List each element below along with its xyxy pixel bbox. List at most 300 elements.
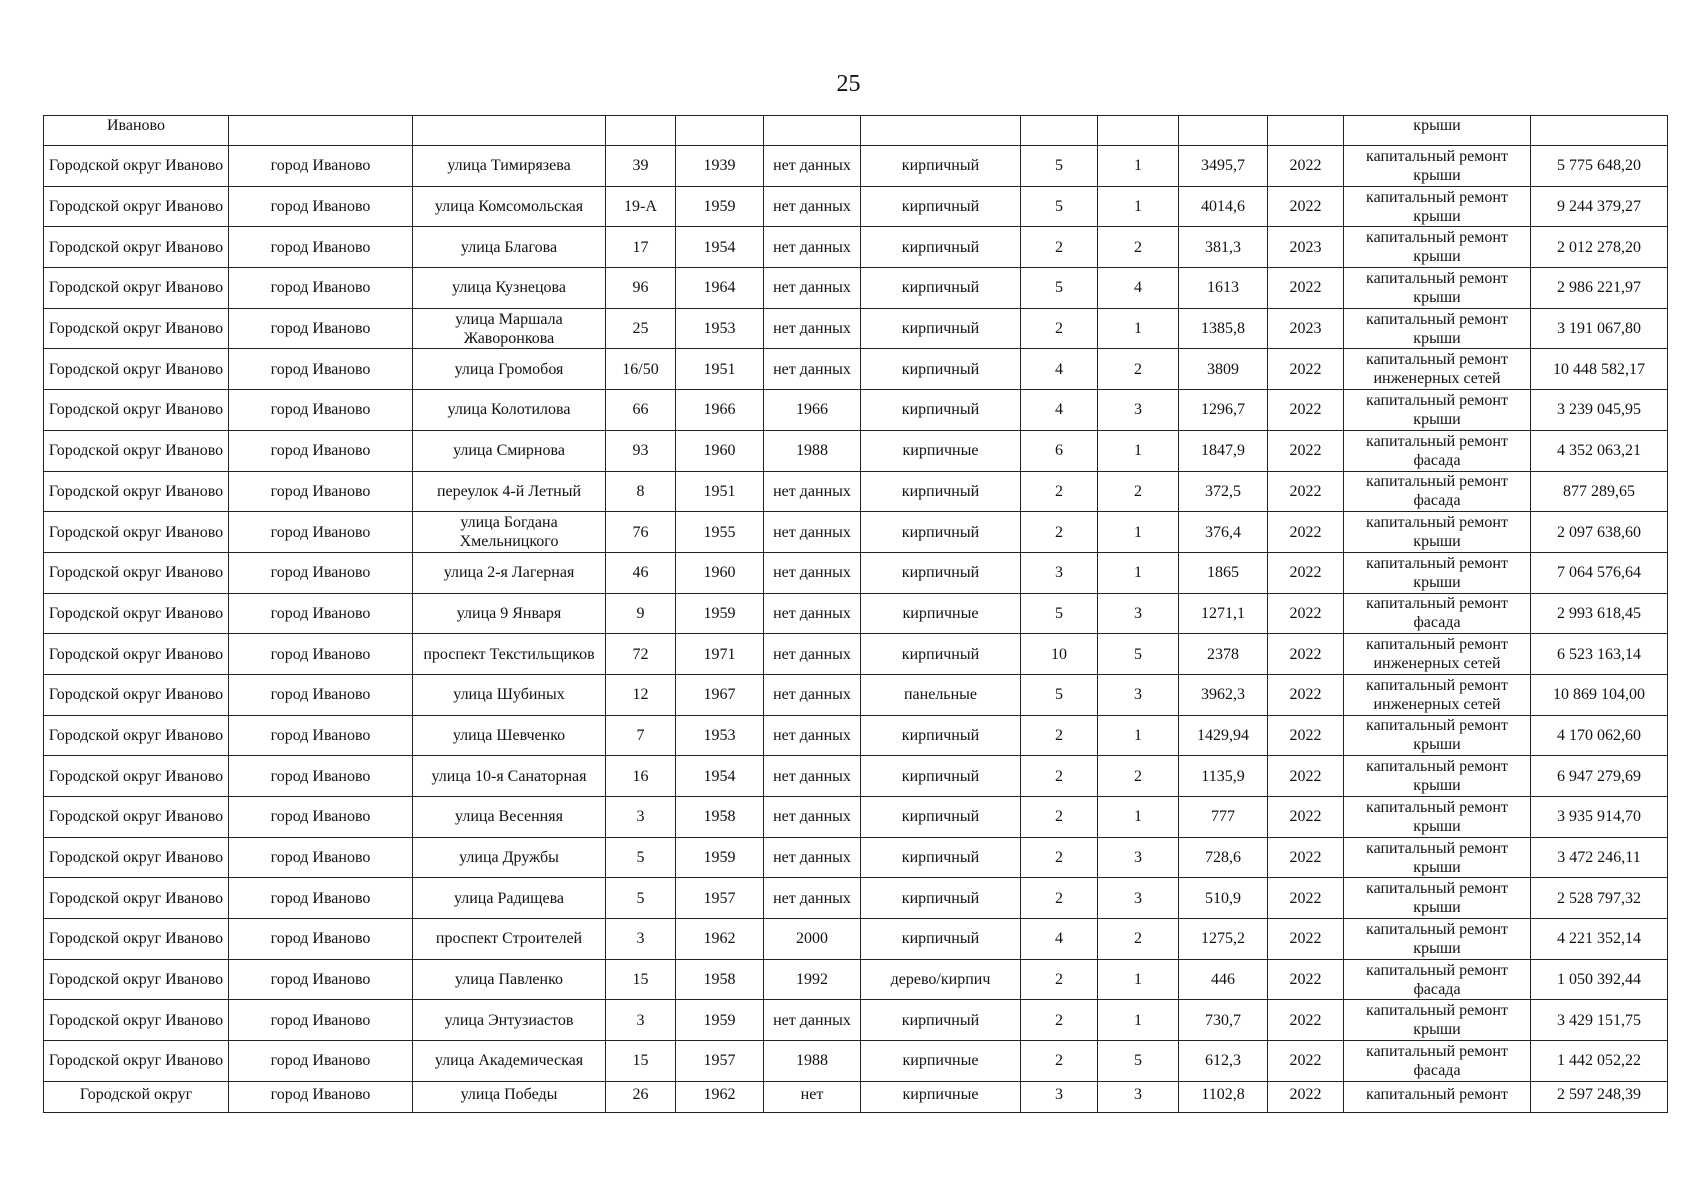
cost-cell: 6 523 163,14 (1531, 634, 1668, 675)
entrances-cell: 3 (1098, 674, 1179, 715)
work-type-cell: капитальный ремонт крыши (1344, 1000, 1531, 1041)
last-repair-year-cell: 1992 (764, 959, 861, 1000)
area-cell (1179, 116, 1268, 146)
housing-repair-table (43, 115, 1668, 1113)
work-type-cell: капитальный ремонт крыши (1344, 146, 1531, 187)
plan-year-cell: 2023 (1268, 308, 1344, 349)
last-repair-year-cell (764, 116, 861, 146)
build-year-cell: 1959 (676, 186, 764, 227)
house-number-cell: 16 (606, 756, 676, 797)
municipality-cell: Городской округ Иваново (44, 227, 229, 268)
entrances-cell: 1 (1098, 146, 1179, 187)
area-cell: 376,4 (1179, 512, 1268, 553)
work-type-cell: капитальный ремонт фасада (1344, 959, 1531, 1000)
cost-cell: 3 191 067,80 (1531, 308, 1668, 349)
wall-material-cell: кирпичные (861, 593, 1021, 634)
floors-cell: 2 (1021, 878, 1098, 919)
build-year-cell: 1957 (676, 878, 764, 919)
floors-cell: 5 (1021, 268, 1098, 309)
wall-material-cell: кирпичные (861, 1081, 1021, 1112)
house-number-cell: 72 (606, 634, 676, 675)
table-row (44, 756, 1668, 797)
table-row (44, 837, 1668, 878)
plan-year-cell: 2022 (1268, 837, 1344, 878)
municipality-cell: Городской округ Иваново (44, 674, 229, 715)
build-year-cell: 1955 (676, 512, 764, 553)
work-type-cell: капитальный ремонт крыши (1344, 308, 1531, 349)
work-type-cell: капитальный ремонт крыши (1344, 227, 1531, 268)
last-repair-year-cell: нет данных (764, 146, 861, 187)
municipality-cell: Городской округ Иваново (44, 959, 229, 1000)
entrances-cell: 5 (1098, 634, 1179, 675)
plan-year-cell: 2022 (1268, 512, 1344, 553)
house-number-cell: 16/50 (606, 349, 676, 390)
build-year-cell: 1951 (676, 349, 764, 390)
work-type-cell: капитальный ремонт крыши (1344, 552, 1531, 593)
cost-cell: 9 244 379,27 (1531, 186, 1668, 227)
build-year-cell: 1960 (676, 552, 764, 593)
settlement-cell: город Иваново (229, 593, 413, 634)
work-type-cell: капитальный ремонт фасада (1344, 471, 1531, 512)
cost-cell: 7 064 576,64 (1531, 552, 1668, 593)
last-repair-year-cell: 1988 (764, 1041, 861, 1082)
floors-cell: 5 (1021, 674, 1098, 715)
plan-year-cell: 2022 (1268, 878, 1344, 919)
settlement-cell: город Иваново (229, 919, 413, 960)
plan-year-cell: 2022 (1268, 430, 1344, 471)
build-year-cell: 1953 (676, 715, 764, 756)
municipality-cell: Городской округ Иваново (44, 837, 229, 878)
street-cell: переулок 4-й Летный (413, 471, 606, 512)
build-year-cell: 1957 (676, 1041, 764, 1082)
cost-cell: 1 050 392,44 (1531, 959, 1668, 1000)
street-cell: улица Колотилова (413, 390, 606, 431)
entrances-cell: 5 (1098, 1041, 1179, 1082)
plan-year-cell: 2022 (1268, 674, 1344, 715)
page-number: 25 (836, 71, 861, 97)
wall-material-cell: кирпичные (861, 1041, 1021, 1082)
street-cell: улица Шевченко (413, 715, 606, 756)
settlement-cell: город Иваново (229, 227, 413, 268)
floors-cell: 2 (1021, 715, 1098, 756)
work-type-cell: капитальный ремонт крыши (1344, 837, 1531, 878)
last-repair-year-cell: нет данных (764, 797, 861, 838)
settlement-cell: город Иваново (229, 552, 413, 593)
last-repair-year-cell: нет данных (764, 227, 861, 268)
work-type-cell: капитальный ремонт крыши (1344, 878, 1531, 919)
floors-cell: 2 (1021, 471, 1098, 512)
street-cell: улица Павленко (413, 959, 606, 1000)
floors-cell: 2 (1021, 837, 1098, 878)
build-year-cell: 1959 (676, 593, 764, 634)
municipality-cell: Городской округ Иваново (44, 919, 229, 960)
area-cell: 372,5 (1179, 471, 1268, 512)
wall-material-cell: кирпичный (861, 634, 1021, 675)
municipality-cell: Городской округ Иваново (44, 186, 229, 227)
house-number-cell: 93 (606, 430, 676, 471)
area-cell: 1865 (1179, 552, 1268, 593)
build-year-cell: 1954 (676, 756, 764, 797)
build-year-cell: 1954 (676, 227, 764, 268)
entrances-cell: 4 (1098, 268, 1179, 309)
cost-cell: 2 986 221,97 (1531, 268, 1668, 309)
street-cell: улица Победы (413, 1081, 606, 1112)
street-cell: улица Комсомольская (413, 186, 606, 227)
house-number-cell: 25 (606, 308, 676, 349)
entrances-cell: 3 (1098, 878, 1179, 919)
entrances-cell: 1 (1098, 1000, 1179, 1041)
entrances-cell: 3 (1098, 837, 1179, 878)
wall-material-cell: кирпичный (861, 837, 1021, 878)
table-row (44, 430, 1668, 471)
last-repair-year-cell: 1988 (764, 430, 861, 471)
area-cell: 1271,1 (1179, 593, 1268, 634)
municipality-cell: Городской округ Иваново (44, 715, 229, 756)
area-cell: 510,9 (1179, 878, 1268, 919)
plan-year-cell: 2022 (1268, 146, 1344, 187)
table-row (44, 1081, 1668, 1112)
wall-material-cell: панельные (861, 674, 1021, 715)
build-year-cell: 1966 (676, 390, 764, 431)
entrances-cell: 2 (1098, 919, 1179, 960)
last-repair-year-cell: нет данных (764, 186, 861, 227)
municipality-cell: Городской округ Иваново (44, 797, 229, 838)
street-cell: улица Тимирязева (413, 146, 606, 187)
floors-cell: 2 (1021, 756, 1098, 797)
settlement-cell (229, 116, 413, 146)
table-row (44, 116, 1668, 146)
table-row (44, 593, 1668, 634)
cost-cell: 2 528 797,32 (1531, 878, 1668, 919)
last-repair-year-cell: нет данных (764, 512, 861, 553)
settlement-cell: город Иваново (229, 186, 413, 227)
build-year-cell: 1958 (676, 959, 764, 1000)
cost-cell: 3 472 246,11 (1531, 837, 1668, 878)
work-type-cell: капитальный ремонт крыши (1344, 390, 1531, 431)
build-year-cell: 1967 (676, 674, 764, 715)
settlement-cell: город Иваново (229, 430, 413, 471)
table-row (44, 715, 1668, 756)
wall-material-cell (861, 116, 1021, 146)
settlement-cell: город Иваново (229, 634, 413, 675)
last-repair-year-cell: 2000 (764, 919, 861, 960)
table-row (44, 308, 1668, 349)
settlement-cell: город Иваново (229, 797, 413, 838)
area-cell: 612,3 (1179, 1041, 1268, 1082)
plan-year-cell: 2022 (1268, 959, 1344, 1000)
municipality-cell: Городской округ Иваново (44, 146, 229, 187)
settlement-cell: город Иваново (229, 878, 413, 919)
floors-cell: 2 (1021, 1041, 1098, 1082)
plan-year-cell: 2022 (1268, 471, 1344, 512)
street-cell: проспект Строителей (413, 919, 606, 960)
build-year-cell: 1960 (676, 430, 764, 471)
build-year-cell (676, 116, 764, 146)
cost-cell: 4 221 352,14 (1531, 919, 1668, 960)
table-row (44, 349, 1668, 390)
street-cell: улица Дружбы (413, 837, 606, 878)
last-repair-year-cell: нет данных (764, 471, 861, 512)
area-cell: 446 (1179, 959, 1268, 1000)
area-cell: 3962,3 (1179, 674, 1268, 715)
cost-cell: 5 775 648,20 (1531, 146, 1668, 187)
cost-cell: 1 442 052,22 (1531, 1041, 1668, 1082)
last-repair-year-cell: нет данных (764, 715, 861, 756)
house-number-cell: 17 (606, 227, 676, 268)
work-type-cell: капитальный ремонт (1344, 1081, 1531, 1112)
municipality-cell: Городской округ Иваново (44, 1000, 229, 1041)
plan-year-cell: 2022 (1268, 919, 1344, 960)
street-cell: улица Энтузиастов (413, 1000, 606, 1041)
wall-material-cell: кирпичный (861, 1000, 1021, 1041)
work-type-cell: капитальный ремонт инженерных сетей (1344, 674, 1531, 715)
area-cell: 1275,2 (1179, 919, 1268, 960)
house-number-cell: 8 (606, 471, 676, 512)
settlement-cell: город Иваново (229, 308, 413, 349)
work-type-cell: капитальный ремонт крыши (1344, 186, 1531, 227)
wall-material-cell: кирпичный (861, 146, 1021, 187)
settlement-cell: город Иваново (229, 146, 413, 187)
house-number-cell: 7 (606, 715, 676, 756)
cost-cell: 6 947 279,69 (1531, 756, 1668, 797)
plan-year-cell: 2022 (1268, 715, 1344, 756)
house-number-cell: 66 (606, 390, 676, 431)
floors-cell: 2 (1021, 512, 1098, 553)
work-type-cell: капитальный ремонт крыши (1344, 512, 1531, 553)
settlement-cell: город Иваново (229, 756, 413, 797)
house-number-cell: 19-А (606, 186, 676, 227)
street-cell: улица Радищева (413, 878, 606, 919)
area-cell: 4014,6 (1179, 186, 1268, 227)
house-number-cell: 3 (606, 919, 676, 960)
table-row (44, 878, 1668, 919)
plan-year-cell: 2022 (1268, 186, 1344, 227)
entrances-cell: 2 (1098, 471, 1179, 512)
floors-cell: 4 (1021, 390, 1098, 431)
area-cell: 1429,94 (1179, 715, 1268, 756)
settlement-cell: город Иваново (229, 390, 413, 431)
cost-cell: 10 448 582,17 (1531, 349, 1668, 390)
area-cell: 3495,7 (1179, 146, 1268, 187)
plan-year-cell: 2022 (1268, 390, 1344, 431)
area-cell: 1847,9 (1179, 430, 1268, 471)
municipality-cell: Городской округ Иваново (44, 268, 229, 309)
cost-cell: 3 239 045,95 (1531, 390, 1668, 431)
build-year-cell: 1962 (676, 1081, 764, 1112)
floors-cell: 3 (1021, 1081, 1098, 1112)
floors-cell (1021, 116, 1098, 146)
floors-cell: 4 (1021, 919, 1098, 960)
wall-material-cell: кирпичный (861, 552, 1021, 593)
plan-year-cell: 2022 (1268, 593, 1344, 634)
settlement-cell: город Иваново (229, 1000, 413, 1041)
wall-material-cell: кирпичный (861, 797, 1021, 838)
street-cell: проспект Текстильщиков (413, 634, 606, 675)
last-repair-year-cell: нет данных (764, 552, 861, 593)
work-type-cell: капитальный ремонт фасада (1344, 430, 1531, 471)
wall-material-cell: кирпичный (861, 512, 1021, 553)
settlement-cell: город Иваново (229, 349, 413, 390)
last-repair-year-cell: нет данных (764, 349, 861, 390)
settlement-cell: город Иваново (229, 674, 413, 715)
table-row (44, 186, 1668, 227)
cost-cell: 2 097 638,60 (1531, 512, 1668, 553)
municipality-cell: Городской округ Иваново (44, 1041, 229, 1082)
floors-cell: 3 (1021, 552, 1098, 593)
table-row (44, 552, 1668, 593)
last-repair-year-cell: нет данных (764, 1000, 861, 1041)
entrances-cell: 1 (1098, 430, 1179, 471)
settlement-cell: город Иваново (229, 512, 413, 553)
build-year-cell: 1959 (676, 837, 764, 878)
cost-cell: 3 429 151,75 (1531, 1000, 1668, 1041)
settlement-cell: город Иваново (229, 715, 413, 756)
table-row (44, 471, 1668, 512)
last-repair-year-cell: нет данных (764, 308, 861, 349)
area-cell: 1135,9 (1179, 756, 1268, 797)
floors-cell: 2 (1021, 227, 1098, 268)
floors-cell: 2 (1021, 308, 1098, 349)
floors-cell: 10 (1021, 634, 1098, 675)
area-cell: 1102,8 (1179, 1081, 1268, 1112)
table-body (44, 116, 1668, 1113)
last-repair-year-cell: нет данных (764, 756, 861, 797)
municipality-cell: Городской округ Иваново (44, 430, 229, 471)
municipality-cell: Городской округ Иваново (44, 390, 229, 431)
entrances-cell: 2 (1098, 227, 1179, 268)
table-row (44, 512, 1668, 553)
plan-year-cell (1268, 116, 1344, 146)
area-cell: 381,3 (1179, 227, 1268, 268)
wall-material-cell: кирпичный (861, 471, 1021, 512)
municipality-cell: Городской округ Иваново (44, 878, 229, 919)
street-cell: улица 2-я Лагерная (413, 552, 606, 593)
build-year-cell: 1964 (676, 268, 764, 309)
table-row (44, 146, 1668, 187)
table-row (44, 268, 1668, 309)
entrances-cell: 1 (1098, 715, 1179, 756)
floors-cell: 5 (1021, 186, 1098, 227)
street-cell: улица 9 Января (413, 593, 606, 634)
build-year-cell: 1953 (676, 308, 764, 349)
entrances-cell: 3 (1098, 390, 1179, 431)
entrances-cell: 2 (1098, 756, 1179, 797)
build-year-cell: 1939 (676, 146, 764, 187)
wall-material-cell: кирпичный (861, 715, 1021, 756)
wall-material-cell: кирпичный (861, 919, 1021, 960)
cost-cell: 2 993 618,45 (1531, 593, 1668, 634)
cost-cell: 4 170 062,60 (1531, 715, 1668, 756)
cost-cell: 2 597 248,39 (1531, 1081, 1668, 1112)
entrances-cell: 1 (1098, 186, 1179, 227)
municipality-cell: Иваново (44, 116, 229, 146)
area-cell: 730,7 (1179, 1000, 1268, 1041)
entrances-cell: 1 (1098, 308, 1179, 349)
cost-cell: 3 935 914,70 (1531, 797, 1668, 838)
floors-cell: 2 (1021, 1000, 1098, 1041)
floors-cell: 4 (1021, 349, 1098, 390)
wall-material-cell: кирпичный (861, 308, 1021, 349)
municipality-cell: Городской округ Иваново (44, 634, 229, 675)
plan-year-cell: 2022 (1268, 552, 1344, 593)
street-cell: улица 10-я Санаторная (413, 756, 606, 797)
entrances-cell: 1 (1098, 797, 1179, 838)
last-repair-year-cell: нет данных (764, 674, 861, 715)
wall-material-cell: кирпичный (861, 756, 1021, 797)
house-number-cell: 5 (606, 878, 676, 919)
settlement-cell: город Иваново (229, 268, 413, 309)
work-type-cell: капитальный ремонт крыши (1344, 797, 1531, 838)
work-type-cell: капитальный ремонт крыши (1344, 756, 1531, 797)
cost-cell: 2 012 278,20 (1531, 227, 1668, 268)
municipality-cell: Городской округ (44, 1081, 229, 1112)
work-type-cell: капитальный ремонт инженерных сетей (1344, 634, 1531, 675)
floors-cell: 5 (1021, 146, 1098, 187)
last-repair-year-cell: нет данных (764, 837, 861, 878)
house-number-cell (606, 116, 676, 146)
build-year-cell: 1951 (676, 471, 764, 512)
cost-cell: 4 352 063,21 (1531, 430, 1668, 471)
wall-material-cell: кирпичный (861, 349, 1021, 390)
wall-material-cell: кирпичный (861, 878, 1021, 919)
wall-material-cell: дерево/кирпич (861, 959, 1021, 1000)
street-cell: улица Шубиных (413, 674, 606, 715)
plan-year-cell: 2022 (1268, 1000, 1344, 1041)
floors-cell: 5 (1021, 593, 1098, 634)
table-row (44, 227, 1668, 268)
municipality-cell: Городской округ Иваново (44, 512, 229, 553)
table-row (44, 797, 1668, 838)
last-repair-year-cell: 1966 (764, 390, 861, 431)
wall-material-cell: кирпичный (861, 268, 1021, 309)
work-type-cell: крыши (1344, 116, 1531, 146)
wall-material-cell: кирпичные (861, 430, 1021, 471)
settlement-cell: город Иваново (229, 959, 413, 1000)
last-repair-year-cell: нет данных (764, 634, 861, 675)
municipality-cell: Городской округ Иваново (44, 552, 229, 593)
municipality-cell: Городской округ Иваново (44, 756, 229, 797)
street-cell: улица Весенняя (413, 797, 606, 838)
entrances-cell: 3 (1098, 593, 1179, 634)
street-cell: улица Академическая (413, 1041, 606, 1082)
last-repair-year-cell: нет данных (764, 593, 861, 634)
entrances-cell (1098, 116, 1179, 146)
work-type-cell: капитальный ремонт крыши (1344, 919, 1531, 960)
municipality-cell: Городской округ Иваново (44, 349, 229, 390)
last-repair-year-cell: нет данных (764, 878, 861, 919)
wall-material-cell: кирпичный (861, 390, 1021, 431)
build-year-cell: 1971 (676, 634, 764, 675)
table-row (44, 674, 1668, 715)
entrances-cell: 1 (1098, 512, 1179, 553)
entrances-cell: 1 (1098, 552, 1179, 593)
street-cell: улица Благова (413, 227, 606, 268)
house-number-cell: 3 (606, 1000, 676, 1041)
house-number-cell: 96 (606, 268, 676, 309)
house-number-cell: 46 (606, 552, 676, 593)
municipality-cell: Городской округ Иваново (44, 471, 229, 512)
area-cell: 1385,8 (1179, 308, 1268, 349)
area-cell: 1613 (1179, 268, 1268, 309)
area-cell: 3809 (1179, 349, 1268, 390)
house-number-cell: 15 (606, 1041, 676, 1082)
work-type-cell: капитальный ремонт крыши (1344, 268, 1531, 309)
wall-material-cell: кирпичный (861, 186, 1021, 227)
plan-year-cell: 2022 (1268, 1041, 1344, 1082)
settlement-cell: город Иваново (229, 1081, 413, 1112)
municipality-cell: Городской округ Иваново (44, 593, 229, 634)
work-type-cell: капитальный ремонт фасада (1344, 1041, 1531, 1082)
